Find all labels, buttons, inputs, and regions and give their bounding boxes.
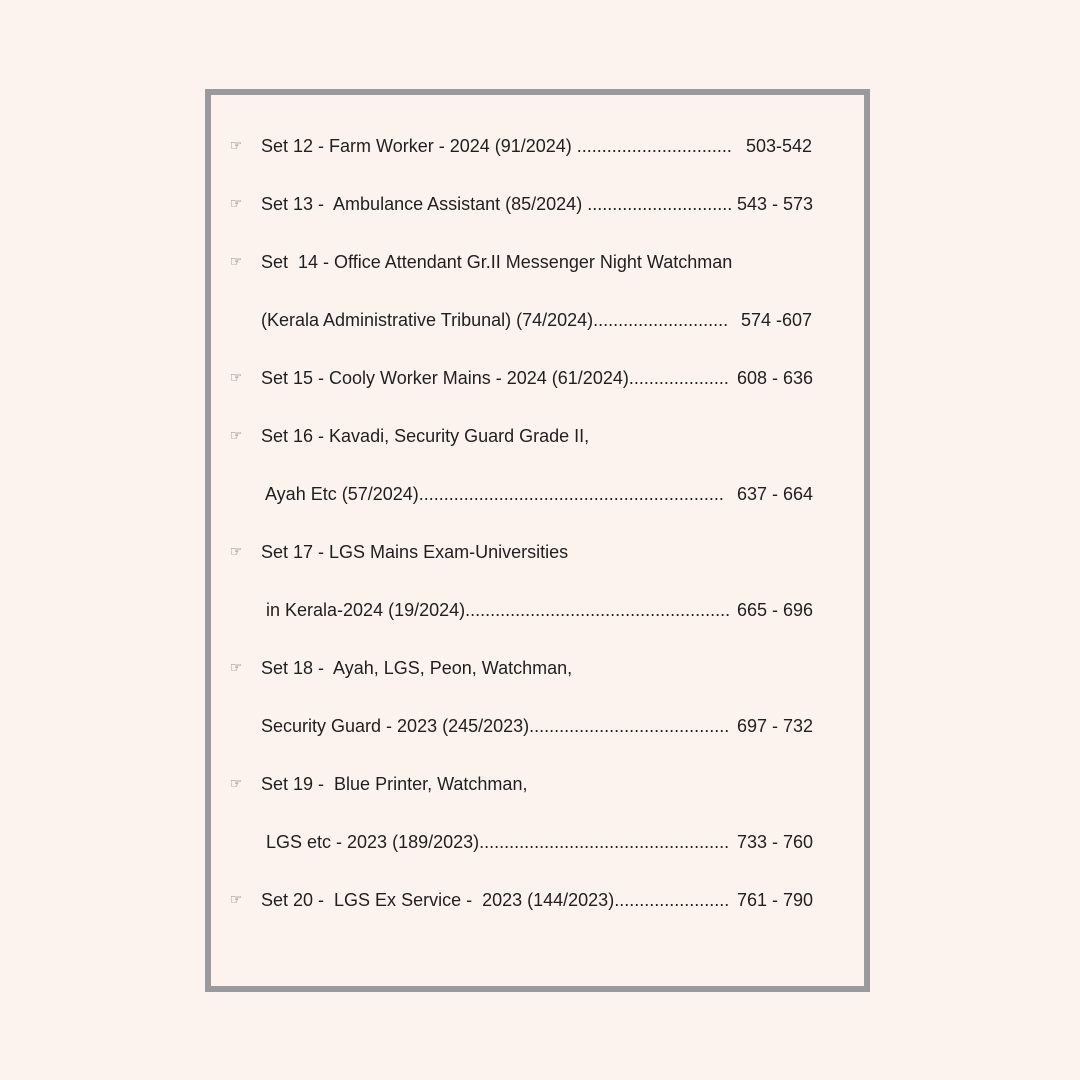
toc-entry-title: Set 18 - Ayah, LGS, Peon, Watchman, [261, 658, 573, 678]
pointing-hand-icon: ☞ [229, 544, 243, 560]
pointing-hand-icon: ☞ [229, 892, 243, 908]
toc-entry-title: Set 13 - Ambulance Assistant (85/2024) ............................. [261, 194, 733, 214]
pointing-hand-icon: ☞ [229, 370, 243, 386]
toc-entry-pages: 697 - 732 [737, 716, 814, 736]
contents-page [205, 89, 870, 992]
pointing-hand-icon: ☞ [229, 254, 243, 270]
toc-entry-title: Set 19 - Blue Printer, Watchman, [261, 774, 528, 794]
toc-entry-pages: 543 - 573 [737, 194, 814, 214]
pointing-hand-icon: ☞ [229, 428, 243, 444]
toc-entry-pages: 665 - 696 [737, 600, 814, 620]
toc-entry-title: Set 20 - LGS Ex Service - 2023 (144/2023)....................... [261, 890, 730, 910]
toc-entry-title: Set 15 - Cooly Worker Mains - 2024 (61/2024).................... [261, 368, 729, 388]
pointing-hand-icon: ☞ [229, 660, 243, 676]
toc-entry-title: Set 16 - Kavadi, Security Guard Grade II, [261, 426, 590, 446]
toc-entry-title-continued: (Kerala Administrative Tribunal) (74/2024)........................... [261, 310, 729, 330]
pointing-hand-icon: ☞ [229, 138, 243, 154]
toc-entry-pages: 637 - 664 [737, 484, 814, 504]
pointing-hand-icon: ☞ [229, 196, 243, 212]
toc-entry-title-continued: Security Guard - 2023 (245/2023)........................................ [261, 716, 730, 736]
table-of-contents [211, 95, 864, 986]
toc-entry-pages: 733 - 760 [737, 832, 814, 852]
toc-entry-title: Set 14 - Office Attendant Gr.II Messenger Night Watchman [261, 252, 733, 272]
toc-entry-title-continued: in Kerala-2024 (19/2024)..................................................... [266, 600, 731, 620]
toc-entry-pages: 574 -607 [741, 310, 813, 330]
toc-entry-title: Set 12 - Farm Worker - 2024 (91/2024) ............................... [261, 136, 732, 156]
pointing-hand-icon: ☞ [229, 776, 243, 792]
toc-entry-title-continued: Ayah Etc (57/2024)............................................................. [265, 484, 724, 504]
toc-entry-pages: 608 - 636 [737, 368, 814, 388]
toc-entry-pages: 503-542 [746, 136, 813, 156]
toc-entry-pages: 761 - 790 [737, 890, 814, 910]
toc-entry-title: Set 17 - LGS Mains Exam-Universities [261, 542, 569, 562]
toc-entry-title-continued: LGS etc - 2023 (189/2023).................................................. [266, 832, 730, 852]
